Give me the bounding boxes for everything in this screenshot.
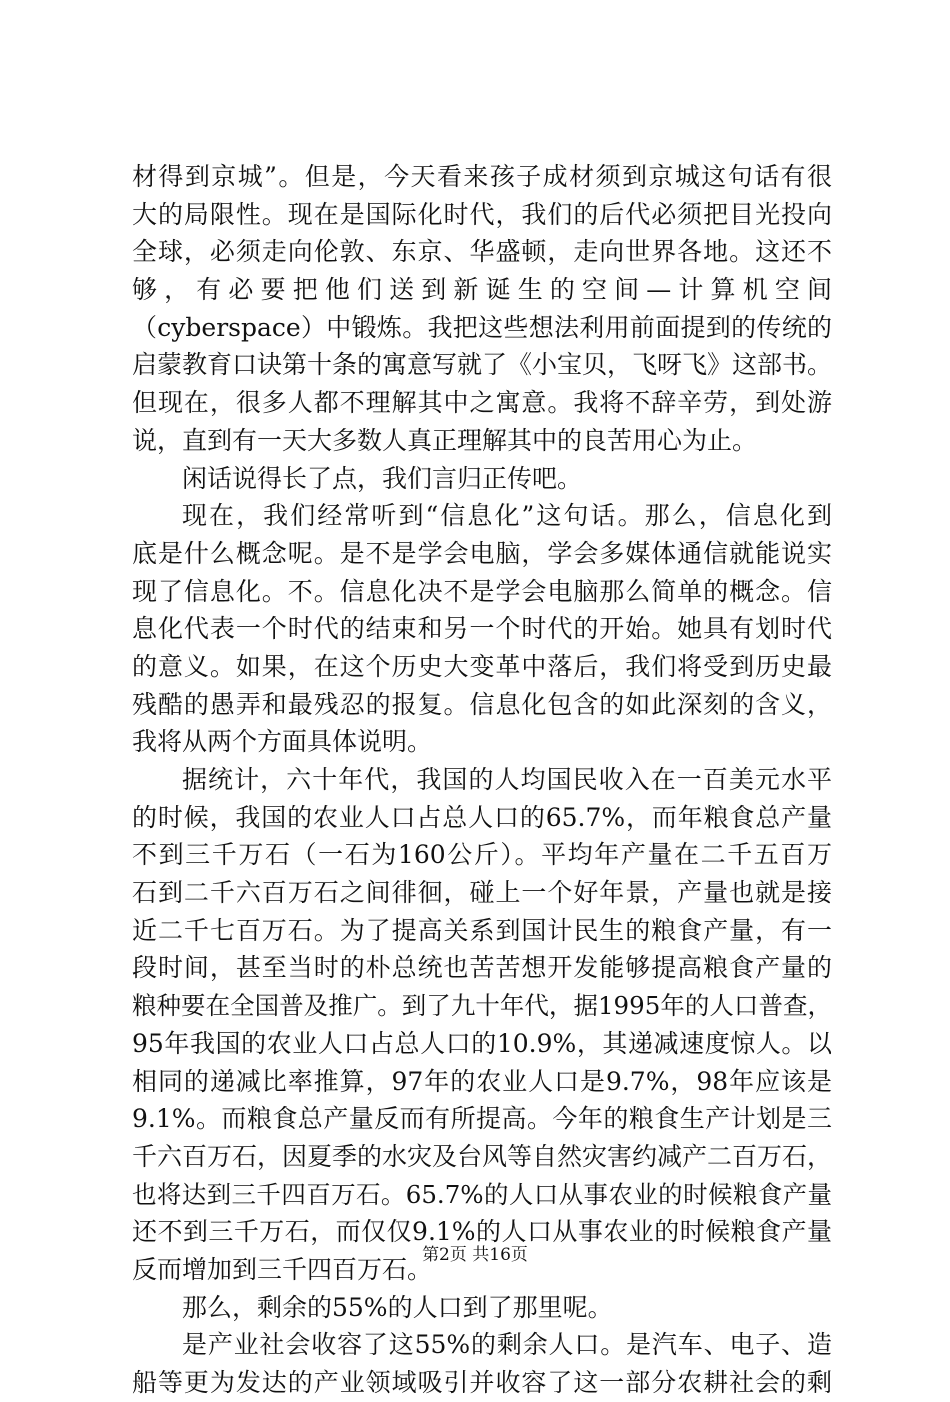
text-line: 大的局限性。现在是国际化时代，我们的后代必须把目光投向 (132, 199, 832, 229)
text-line: 据统计，六十年代，我国的人均国民收入在一百美元水平 (182, 765, 832, 794)
text-line: 船等更为发达的产业领域吸引并收容了这一部分农耕社会的剩 (132, 1368, 832, 1397)
page-footer: 第2页 共16页 (422, 1245, 528, 1265)
text-line: 够，有必要把他们送到新诞生的空间—计算机空间 (132, 275, 832, 305)
text-line: 息化代表一个时代的结束和另一个时代的开始。她具有划时代 (132, 614, 832, 644)
text-line: 的时候，我国的农业人口占总人口的65.7%，而年粮食总产量 (132, 802, 832, 832)
text-line: 近二千七百万石。为了提高关系到国计民生的粮食产量，有一 (132, 915, 832, 945)
text-line: （cyberspace）中锻炼。我把这些想法利用前面提到的传统的 (132, 312, 832, 342)
text-line: 全球，必须走向伦敦、东京、华盛顿，走向世界各地。这还不 (132, 237, 832, 267)
text-line: 也将达到三千四百万石。65.7%的人口从事农业的时候粮食产量 (132, 1179, 832, 1209)
text-line: 闲话说得长了点，我们言归正传吧。 (182, 463, 583, 493)
text-line: 启蒙教育口诀第十条的寓意写就了《小宝贝，飞呀飞》这部书。 (132, 350, 833, 380)
text-line: 的意义。如果，在这个历史大变革中落后，我们将受到历史最 (132, 651, 832, 681)
text-line: 但现在，很多人都不理解其中之寓意。我将不辞辛劳，到处游 (132, 388, 832, 418)
body-text (132, 158, 832, 1402)
text-line: 石到二千六百万石之间徘徊，碰上一个好年景，产量也就是接 (132, 878, 832, 908)
text-line: 现了信息化。不。信息化决不是学会电脑那么简单的概念。信 (132, 576, 832, 606)
text-line: 反而增加到三千四百万石。 (132, 1254, 433, 1284)
text-line: 说，直到有一天大多数人真正理解其中的良苦用心为止。 (132, 425, 758, 455)
text-line: 我将从两个方面具体说明。 (132, 727, 433, 757)
text-line: 残酷的愚弄和最残忍的报复。信息化包含的如此深刻的含义， (132, 689, 832, 719)
text-line: 9.1%。而粮食总产量反而有所提高。今年的粮食生产计划是三 (132, 1104, 832, 1134)
text-line: 95年我国的农业人口占总人口的10.9%，其递减速度惊人。以 (132, 1028, 832, 1058)
text-line: 是产业社会收容了这55%的剩余人口。是汽车、电子、造 (182, 1330, 832, 1360)
text-line: 还不到三千万石，而仅仅9.1%的人口从事农业的时候粮食产量 (132, 1217, 832, 1247)
text-line: 相同的递减比率推算，97年的农业人口是9.7%，98年应该是 (132, 1066, 832, 1096)
text-line: 段时间，甚至当时的朴总统也苦苦想开发能够提高粮食产量的 (132, 953, 832, 983)
text-line: 不到三千万石（一石为160公斤）。平均年产量在二千五百万 (132, 840, 832, 870)
text-line: 现在，我们经常听到“信息化”这句话。那么，信息化到 (182, 501, 832, 531)
text-line: 千六百万石，因夏季的水灾及台风等自然灾害约减产二百万石， (132, 1141, 833, 1171)
text-line: 那么，剩余的55%的人口到了那里呢。 (182, 1292, 613, 1322)
text-line: 材得到京城”。但是，今天看来孩子成材须到京城这句话有很 (132, 162, 832, 191)
text-line: 底是什么概念呢。是不是学会电脑，学会多媒体通信就能说实 (132, 538, 832, 568)
text-line: 粮种要在全国普及推广。到了九十年代，据1995年的人口普查， (132, 991, 832, 1021)
